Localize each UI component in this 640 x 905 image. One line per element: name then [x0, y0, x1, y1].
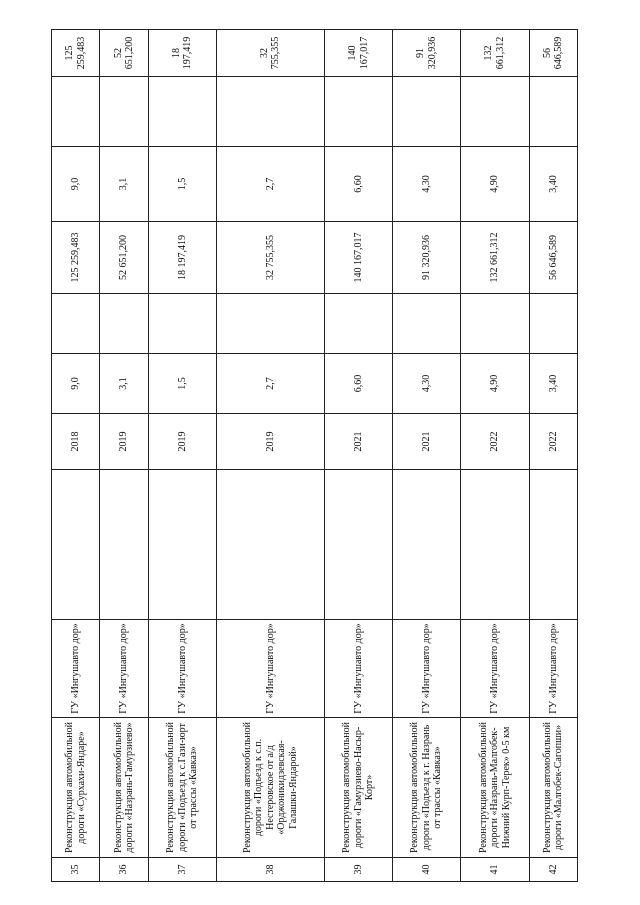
length-km: 3,40	[529, 354, 577, 414]
project-name: Реконструкция автомобильной дороги «Подъезд к г. Назрань от трассы «Кавказ»	[393, 718, 461, 858]
blank-cell	[461, 470, 529, 620]
cost-2: 132 661,312	[461, 30, 529, 77]
table-row	[100, 30, 148, 882]
blank-cell	[148, 294, 216, 354]
road-reconstruction-table	[51, 29, 578, 882]
cost-2: 91 320,936	[393, 30, 461, 77]
rotated-table-container	[51, 30, 578, 882]
blank-cell	[148, 470, 216, 620]
blank-cell	[529, 294, 577, 354]
year: 2021	[324, 414, 392, 470]
year: 2018	[52, 414, 100, 470]
project-name: Реконструкция автомобильной дороги «Подъезд к с.п. Нестеровское от а/д «Орджоникидзевская-Галашки-Яндарой»	[216, 718, 324, 858]
row-number: 40	[393, 858, 461, 882]
project-name: Реконструкция автомобильной дороги «Назрань-Гамурзиево»	[100, 718, 148, 858]
project-name: Реконструкция автомобильной дороги «Сурхахи-Яндаре»	[52, 718, 100, 858]
row-number: 38	[216, 858, 324, 882]
contractor: ГУ «Ингушавто дор»	[52, 620, 100, 718]
length-km-2: 1,5	[148, 147, 216, 222]
row-number: 35	[52, 858, 100, 882]
cost: 52 651,200	[100, 222, 148, 294]
cost-2: 18 197,419	[148, 30, 216, 77]
table-row	[148, 30, 216, 882]
blank-cell	[100, 77, 148, 147]
blank-cell	[52, 470, 100, 620]
table-row	[52, 30, 100, 882]
year: 2019	[216, 414, 324, 470]
project-name: Реконструкция автомобильной дороги «Малгобек-Сагопши»	[529, 718, 577, 858]
year: 2022	[461, 414, 529, 470]
cost: 125 259,483	[52, 222, 100, 294]
year: 2022	[529, 414, 577, 470]
blank-cell	[393, 294, 461, 354]
contractor: ГУ «Ингушавто дор»	[393, 620, 461, 718]
blank-cell	[324, 294, 392, 354]
table-row	[529, 30, 577, 882]
cost-2: 52 651,200	[100, 30, 148, 77]
contractor: ГУ «Ингушавто дор»	[216, 620, 324, 718]
cost: 18 197,419	[148, 222, 216, 294]
blank-cell	[324, 77, 392, 147]
row-number: 42	[529, 858, 577, 882]
cost-2: 56 646,589	[529, 30, 577, 77]
cost: 91 320,936	[393, 222, 461, 294]
table-row	[461, 30, 529, 882]
table-body	[52, 30, 578, 882]
blank-cell	[216, 77, 324, 147]
project-name: Реконструкция автомобильной дороги «Подъезд к с.Гази-юрт от трассы «Кавказ»	[148, 718, 216, 858]
blank-cell	[148, 77, 216, 147]
cost: 140 167,017	[324, 222, 392, 294]
length-km-2: 9,0	[52, 147, 100, 222]
length-km: 4,30	[393, 354, 461, 414]
row-number: 37	[148, 858, 216, 882]
year: 2021	[393, 414, 461, 470]
blank-cell	[216, 294, 324, 354]
contractor: ГУ «Ингушавто дор»	[100, 620, 148, 718]
length-km-2: 3,40	[529, 147, 577, 222]
cost-2: 32 755,355	[216, 30, 324, 77]
cost: 32 755,355	[216, 222, 324, 294]
contractor: ГУ «Ингушавто дор»	[324, 620, 392, 718]
blank-cell	[100, 470, 148, 620]
blank-cell	[100, 294, 148, 354]
blank-cell	[216, 470, 324, 620]
blank-cell	[529, 470, 577, 620]
project-name: Реконструкция автомобильной дороги «Гамурзиево-Насыр-Корт»	[324, 718, 392, 858]
length-km: 3,1	[100, 354, 148, 414]
length-km-2: 6,60	[324, 147, 392, 222]
blank-cell	[461, 77, 529, 147]
length-km: 6,60	[324, 354, 392, 414]
project-name: Реконструкция автомобильной дороги «Назрань-Малгобек-Нижний Курп-Терек» 0-5 км	[461, 718, 529, 858]
cost: 132 661,312	[461, 222, 529, 294]
blank-cell	[393, 77, 461, 147]
row-number: 39	[324, 858, 392, 882]
blank-cell	[52, 77, 100, 147]
table-row	[216, 30, 324, 882]
length-km: 4,90	[461, 354, 529, 414]
length-km: 1,5	[148, 354, 216, 414]
length-km: 2,7	[216, 354, 324, 414]
row-number: 41	[461, 858, 529, 882]
contractor: ГУ «Ингушавто дор»	[461, 620, 529, 718]
length-km-2: 2,7	[216, 147, 324, 222]
blank-cell	[324, 470, 392, 620]
cost: 56 646,589	[529, 222, 577, 294]
blank-cell	[461, 294, 529, 354]
length-km-2: 4,90	[461, 147, 529, 222]
table-row	[324, 30, 392, 882]
row-number: 36	[100, 858, 148, 882]
contractor: ГУ «Ингушавто дор»	[148, 620, 216, 718]
contractor: ГУ «Ингушавто дор»	[529, 620, 577, 718]
length-km: 9,0	[52, 354, 100, 414]
length-km-2: 4,30	[393, 147, 461, 222]
cost-2: 125 259,483	[52, 30, 100, 77]
blank-cell	[52, 294, 100, 354]
year: 2019	[148, 414, 216, 470]
cost-2: 140 167,017	[324, 30, 392, 77]
blank-cell	[393, 470, 461, 620]
table-row	[393, 30, 461, 882]
blank-cell	[529, 77, 577, 147]
year: 2019	[100, 414, 148, 470]
length-km-2: 3,1	[100, 147, 148, 222]
